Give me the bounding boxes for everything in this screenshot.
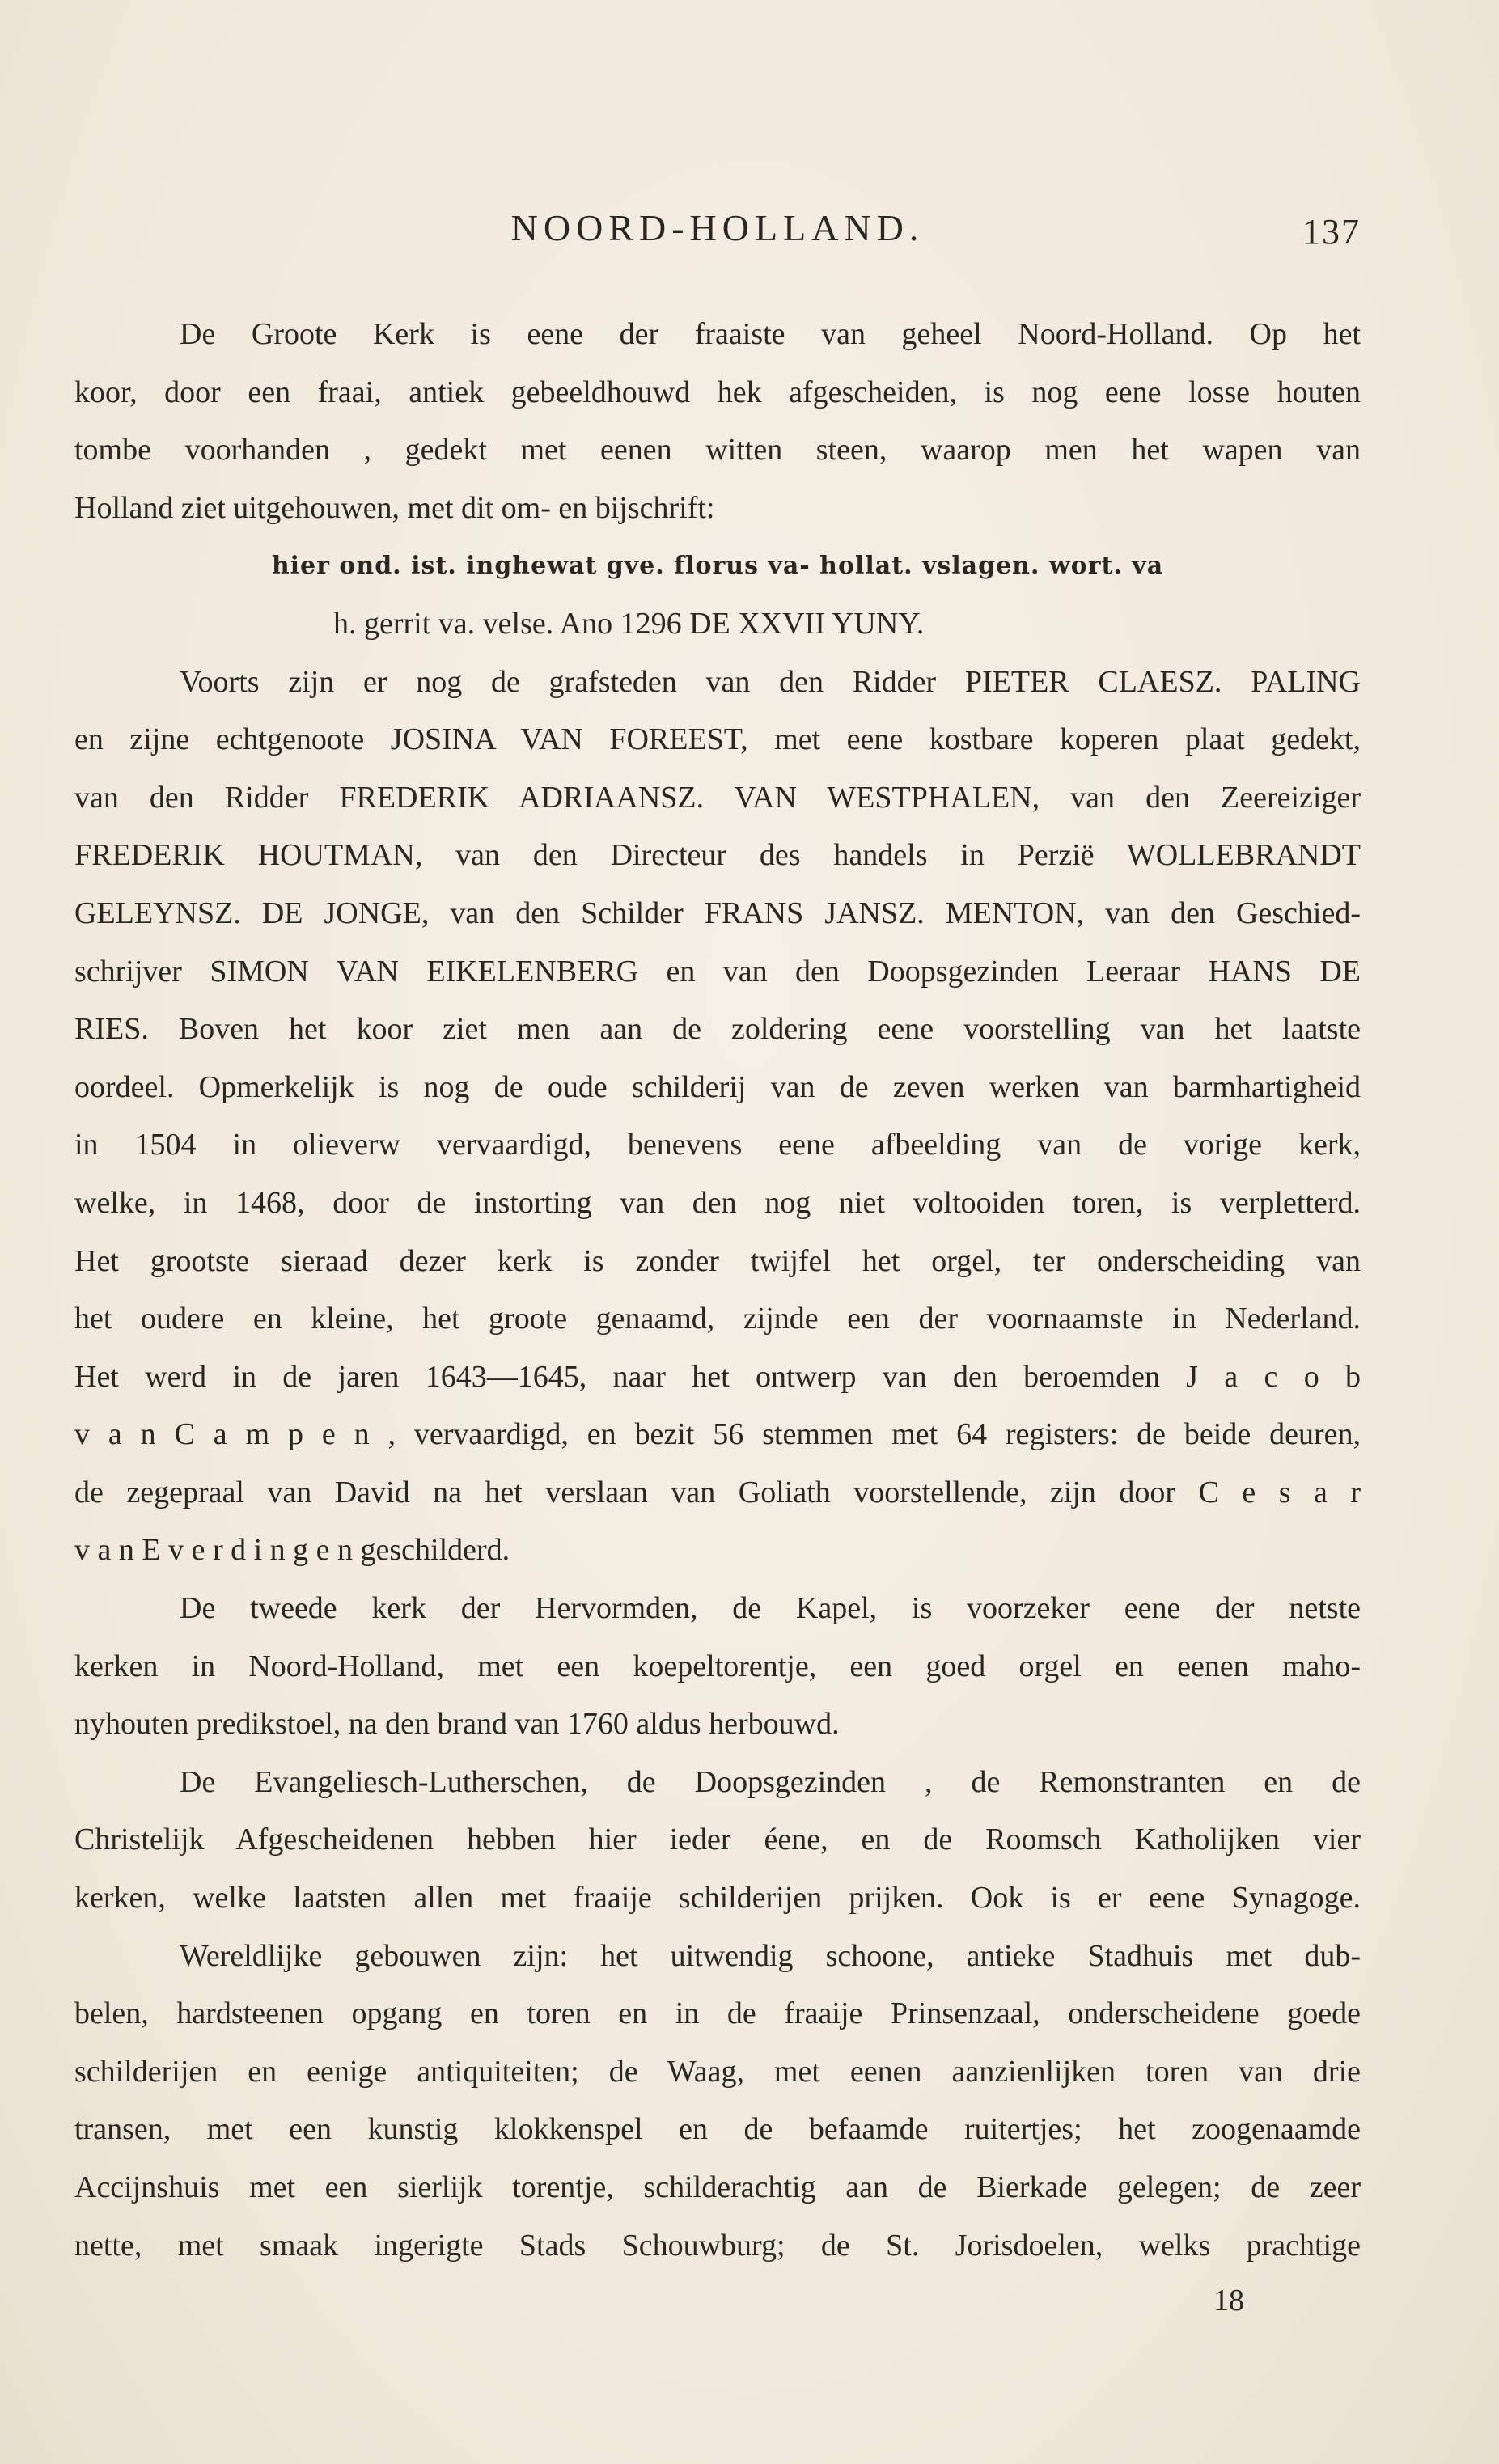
text-line: De Evangeliesch-Lutherschen, de Doopsgezinden , de Remonstranten en de	[180, 1764, 1361, 1799]
text-line: transen, met een kunstig klokkenspel en de befaamde ruitertjes; het zoogenaamde	[74, 2112, 1361, 2147]
text-line: nette, met smaak ingerigte Stads Schouwburg; de St. Jorisdoelen, welks prachtige	[74, 2228, 1361, 2263]
inscription-line: h. gerrit va. velse. Ano 1296 DE XXVII YUNY.	[333, 606, 925, 641]
text-line: schilderijen en eenige antiquiteiten; de Waag, met eenen aanzienlijken toren van drie	[74, 2054, 1361, 2089]
text-line: het oudere en kleine, het groote genaamd, zijnde een der voornaamste in Nederland.	[74, 1302, 1361, 1336]
text-line: Het werd in de jaren 1643—1645, naar het ontwerp van den beroemden J a c o b	[74, 1359, 1361, 1394]
text-line: de zegepraal van David na het verslaan van Goliath voorstellende, zijn door C e s a r	[74, 1475, 1361, 1509]
page-header	[74, 206, 1361, 255]
text-line: koor, door een fraai, antiek gebeeldhouwd hek afgescheiden, is nog eene losse houten	[74, 375, 1361, 409]
running-title: NOORD-HOLLAND.	[510, 207, 925, 248]
body-text	[74, 306, 1361, 2275]
page-number: 137	[1302, 212, 1361, 252]
text-line: Voorts zijn er nog de grafsteden van den Ridder PIETER CLAESZ. PALING	[180, 664, 1361, 699]
text-line: Het grootste sieraad dezer kerk is zonder twijfel het orgel, ter onderscheiding van	[74, 1243, 1361, 1278]
text-line: Christelijk Afgescheidenen hebben hier ieder éene, en de Roomsch Katholijken vier	[74, 1823, 1361, 1857]
signature-mark: 18	[1213, 2284, 1244, 2318]
text-line: belen, hardsteenen opgang en toren en in de fraaije Prinsenzaal, onderscheidene goede	[74, 1996, 1361, 2031]
text-line: kerken in Noord-Holland, met een koepeltorentje, een goed orgel en eenen maho-	[74, 1649, 1361, 1683]
text-line: Accijnshuis met een sierlijk torentje, schilderachtig aan de Bierkade gelegen; de zeer	[74, 2170, 1361, 2204]
text-line: RIES. Boven het koor ziet men aan de zoldering eene voorstelling van het laatste	[74, 1012, 1361, 1047]
inscription-line: hier ond. ist. inghewat gve. florus va- hollat. vslagen. wort. va	[271, 552, 1164, 581]
text-line: Wereldlijke gebouwen zijn: het uitwendig schoone, antieke Stadhuis met dub-	[180, 1938, 1361, 1973]
text-line: en zijne echtgenoote JOSINA VAN FOREEST, met eene kostbare koperen plaat gedekt,	[74, 722, 1361, 757]
text-line: in 1504 in olieverw vervaardigd, benevens eene afbeelding van de vorige kerk,	[74, 1128, 1361, 1162]
text-line: GELEYNSZ. DE JONGE, van den Schilder FRANS JANSZ. MENTON, van den Geschied-	[74, 895, 1361, 930]
text-line: tombe voorhanden , gedekt met eenen witten steen, waarop men het wapen van	[74, 433, 1361, 468]
text-line: De tweede kerk der Hervormden, de Kapel, is voorzeker eene der netste	[180, 1591, 1361, 1626]
text-line: Holland ziet uitgehouwen, met dit om- en bijschrift:	[74, 490, 715, 525]
text-line: schrijver SIMON VAN EIKELENBERG en van den Doopsgezinden Leeraar HANS DE	[74, 954, 1361, 989]
text-line: nyhouten predikstoel, na den brand van 1760 aldus herbouwd.	[74, 1707, 840, 1742]
text-line: welke, in 1468, door de instorting van den nog niet voltooiden toren, is verpletterd.	[74, 1185, 1361, 1220]
text-line: kerken, welke laatsten allen met fraaije schilderijen prijken. Ook is er eene Synagoge.	[74, 1881, 1361, 1916]
text-line: FREDERIK HOUTMAN, van den Directeur des handels in Perzië WOLLEBRANDT	[74, 838, 1361, 873]
text-line: oordeel. Opmerkelijk is nog de oude schilderij van de zeven werken van barmhartigheid	[74, 1069, 1361, 1104]
text-line: De Groote Kerk is eene der fraaiste van geheel Noord-Holland. Op het	[180, 317, 1361, 351]
text-line: v a n C a m p e n , vervaardigd, en bezit 56 stemmen met 64 registers: de beide deuren,	[74, 1417, 1361, 1452]
text-line: van den Ridder FREDERIK ADRIAANSZ. VAN WESTPHALEN, van den Zeereiziger	[74, 780, 1361, 815]
text-line: v a n E v e r d i n g e n geschilderd.	[74, 1533, 510, 1568]
